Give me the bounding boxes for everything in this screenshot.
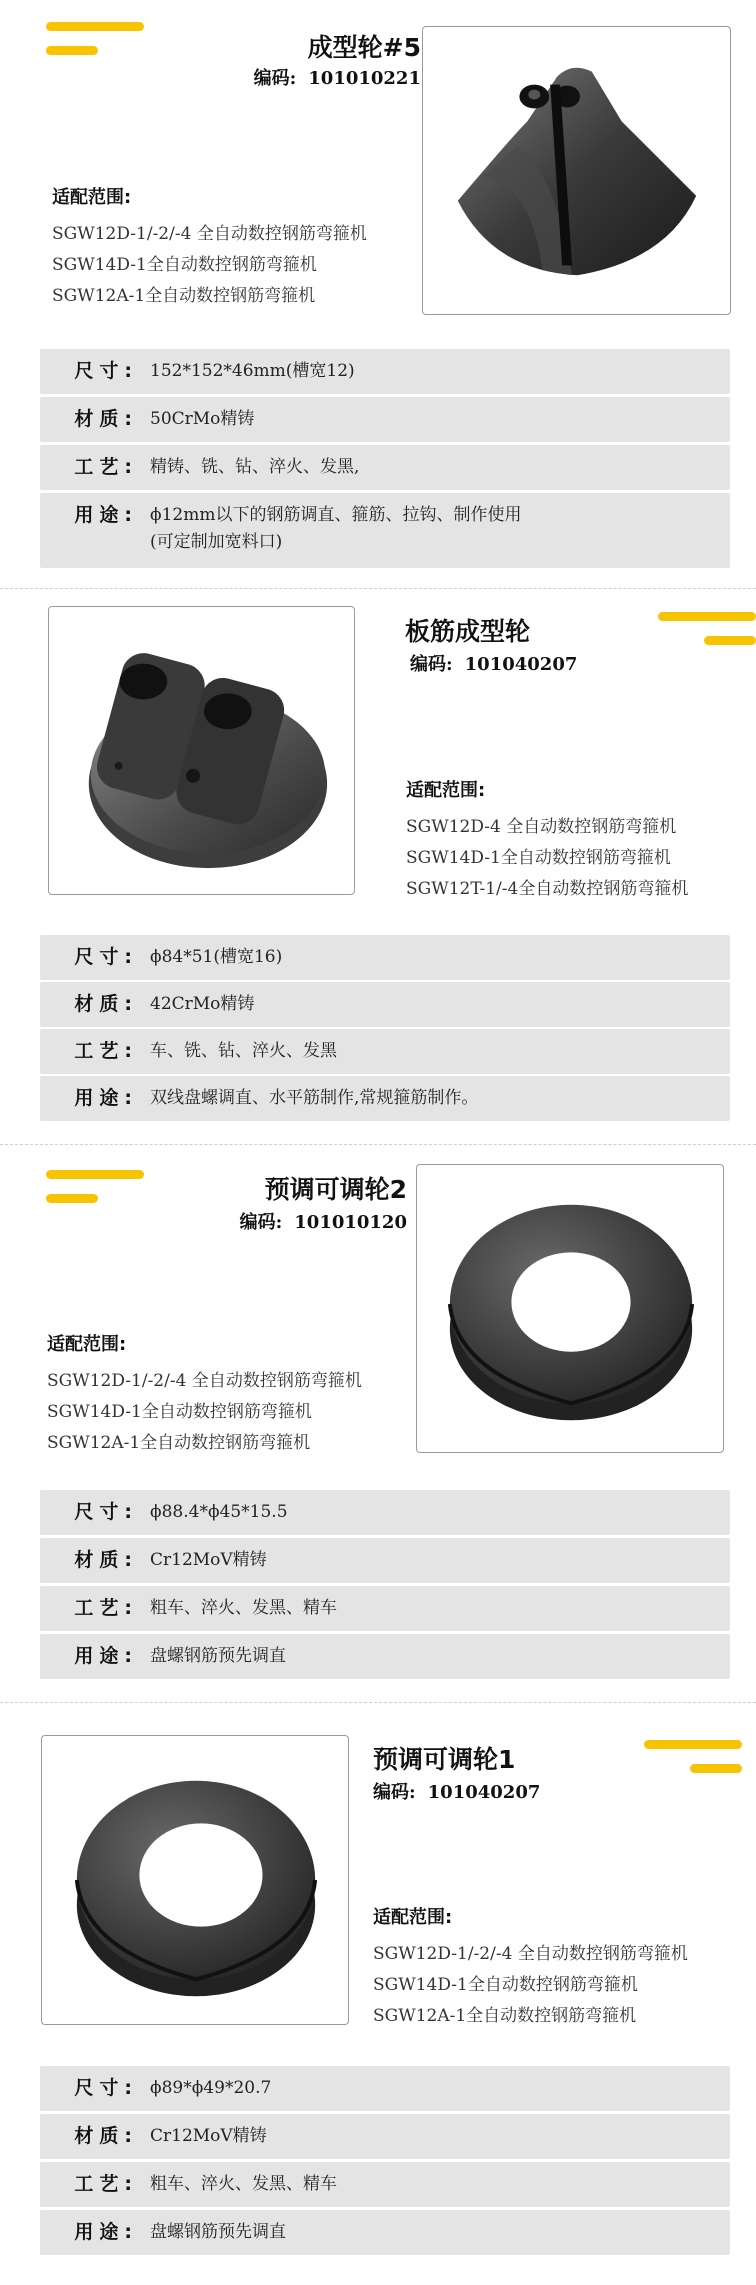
product-title: 预调可调轮1 <box>373 1745 516 1774</box>
spec-row-material <box>40 1538 730 1583</box>
spec-label: 工艺: <box>74 2173 138 2195</box>
yellow-accent-bars <box>626 612 756 652</box>
spec-value: 粗车、淬火、发黑、精车 <box>150 1598 337 1618</box>
product-code <box>240 1208 407 1234</box>
applicable-item: SGW14D-1全自动数控钢筋弯箍机 <box>52 255 317 275</box>
code-label: 编码: <box>373 1782 416 1803</box>
spec-row-usage <box>40 493 730 568</box>
product-photo <box>422 26 731 315</box>
applicable-models <box>373 1903 688 2032</box>
applicable-item: SGW12D-1/-2/-4 全自动数控钢筋弯箍机 <box>373 1944 688 1964</box>
spec-label: 尺寸: <box>74 2077 138 2099</box>
applicable-item: SGW12A-1全自动数控钢筋弯箍机 <box>373 2006 637 2026</box>
code-label: 编码: <box>253 68 297 89</box>
forming-wheel-image <box>423 27 730 314</box>
spec-label: 材质: <box>74 1549 138 1571</box>
spec-label: 尺寸: <box>74 1501 138 1523</box>
applicable-item: SGW12A-1全自动数控钢筋弯箍机 <box>52 286 316 306</box>
applicable-title: 适配范围: <box>373 1907 453 1928</box>
spec-label: 用途: <box>74 1645 138 1667</box>
spec-value: 152*152*46mm(槽宽12) <box>150 361 355 381</box>
product-photo <box>41 1735 349 2025</box>
spec-value: Cr12MoV精铸 <box>150 1550 267 1570</box>
adjustment-wheel-image <box>417 1165 723 1452</box>
applicable-item: SGW12D-1/-2/-4 全自动数控钢筋弯箍机 <box>47 1371 362 1391</box>
adjustment-wheel-image <box>42 1736 348 2024</box>
applicable-title: 适配范围: <box>47 1334 127 1355</box>
spec-value: Cr12MoV精铸 <box>150 2126 267 2146</box>
spec-label: 用途: <box>74 1087 138 1109</box>
applicable-item: SGW14D-1全自动数控钢筋弯箍机 <box>406 848 671 868</box>
yellow-accent-bars <box>612 1740 742 1780</box>
spec-value: 盘螺钢筋预先调直 <box>150 1646 286 1666</box>
spec-row-material <box>40 982 730 1027</box>
spec-row-process <box>40 445 730 490</box>
applicable-models <box>52 183 367 312</box>
section-divider <box>0 1702 756 1703</box>
plate-forming-wheel-image <box>49 607 354 894</box>
spec-value: 粗车、淬火、发黑、精车 <box>150 2174 337 2194</box>
applicable-title: 适配范围: <box>52 187 132 208</box>
spec-label: 尺寸: <box>74 360 138 382</box>
spec-value: ϕ88.4*ϕ45*15.5 <box>150 1502 288 1522</box>
applicable-item: SGW12D-4 全自动数控钢筋弯箍机 <box>406 817 677 837</box>
code-value: 101040207 <box>427 1782 541 1803</box>
spec-label: 用途: <box>74 2221 138 2243</box>
applicable-models <box>406 776 688 905</box>
product-photo <box>48 606 355 895</box>
applicable-item: SGW14D-1全自动数控钢筋弯箍机 <box>47 1402 312 1422</box>
section-divider <box>0 588 756 589</box>
product-photo <box>416 1164 724 1453</box>
spec-value: 车、铣、钻、淬火、发黑 <box>150 1041 337 1061</box>
spec-value: 50CrMo精铸 <box>150 409 255 429</box>
product-title: 预调可调轮2 <box>264 1175 407 1204</box>
code-label: 编码: <box>239 1212 283 1233</box>
product-code <box>373 1778 540 1804</box>
spec-row-usage <box>40 2210 730 2255</box>
spec-label: 工艺: <box>74 1597 138 1619</box>
applicable-item: SGW12A-1全自动数控钢筋弯箍机 <box>47 1433 311 1453</box>
applicable-item: SGW12T-1/-4全自动数控钢筋弯箍机 <box>406 879 689 899</box>
spec-row-size <box>40 349 730 394</box>
product-code <box>254 64 421 90</box>
spec-value: ϕ89*ϕ49*20.7 <box>150 2078 272 2098</box>
spec-value: 双线盘螺调直、水平筋制作,常规箍筋制作。 <box>150 1088 479 1108</box>
yellow-accent-bars <box>46 1170 176 1210</box>
spec-label: 工艺: <box>74 1040 138 1062</box>
code-value: 101040207 <box>464 654 578 675</box>
code-label: 编码: <box>410 654 453 675</box>
spec-label: 用途: <box>74 504 138 526</box>
spec-row-process <box>40 1029 730 1074</box>
spec-value: 42CrMo精铸 <box>150 994 255 1014</box>
spec-label: 材质: <box>74 2125 138 2147</box>
code-value: 101010221 <box>308 68 421 89</box>
spec-value: 精铸、铣、钻、淬火、发黑, <box>150 457 360 477</box>
spec-value: ϕ84*51(槽宽16) <box>150 947 283 967</box>
applicable-item: SGW12D-1/-2/-4 全自动数控钢筋弯箍机 <box>52 224 367 244</box>
section-divider <box>0 1144 756 1145</box>
spec-row-process <box>40 1586 730 1631</box>
code-value: 101010120 <box>294 1212 407 1233</box>
product-title: 成型轮#5 <box>307 33 421 62</box>
spec-label: 工艺: <box>74 456 138 478</box>
spec-row-size <box>40 935 730 980</box>
product-title: 板筋成型轮 <box>405 617 531 646</box>
spec-row-size <box>40 2066 730 2111</box>
yellow-accent-bars <box>46 22 176 62</box>
spec-value: ϕ12mm以下的钢筋调直、箍筋、拉钩、制作使用 (可定制加宽料口) <box>150 505 522 552</box>
spec-label: 尺寸: <box>74 946 138 968</box>
product-code <box>410 650 577 676</box>
applicable-title: 适配范围: <box>406 780 486 801</box>
applicable-item: SGW14D-1全自动数控钢筋弯箍机 <box>373 1975 638 1995</box>
spec-row-usage <box>40 1076 730 1121</box>
spec-label: 材质: <box>74 408 138 430</box>
spec-value: 盘螺钢筋预先调直 <box>150 2222 286 2242</box>
spec-row-process <box>40 2162 730 2207</box>
applicable-models <box>47 1330 362 1459</box>
spec-row-usage <box>40 1634 730 1679</box>
spec-label: 材质: <box>74 993 138 1015</box>
spec-row-material <box>40 397 730 442</box>
spec-row-material <box>40 2114 730 2159</box>
spec-row-size <box>40 1490 730 1535</box>
